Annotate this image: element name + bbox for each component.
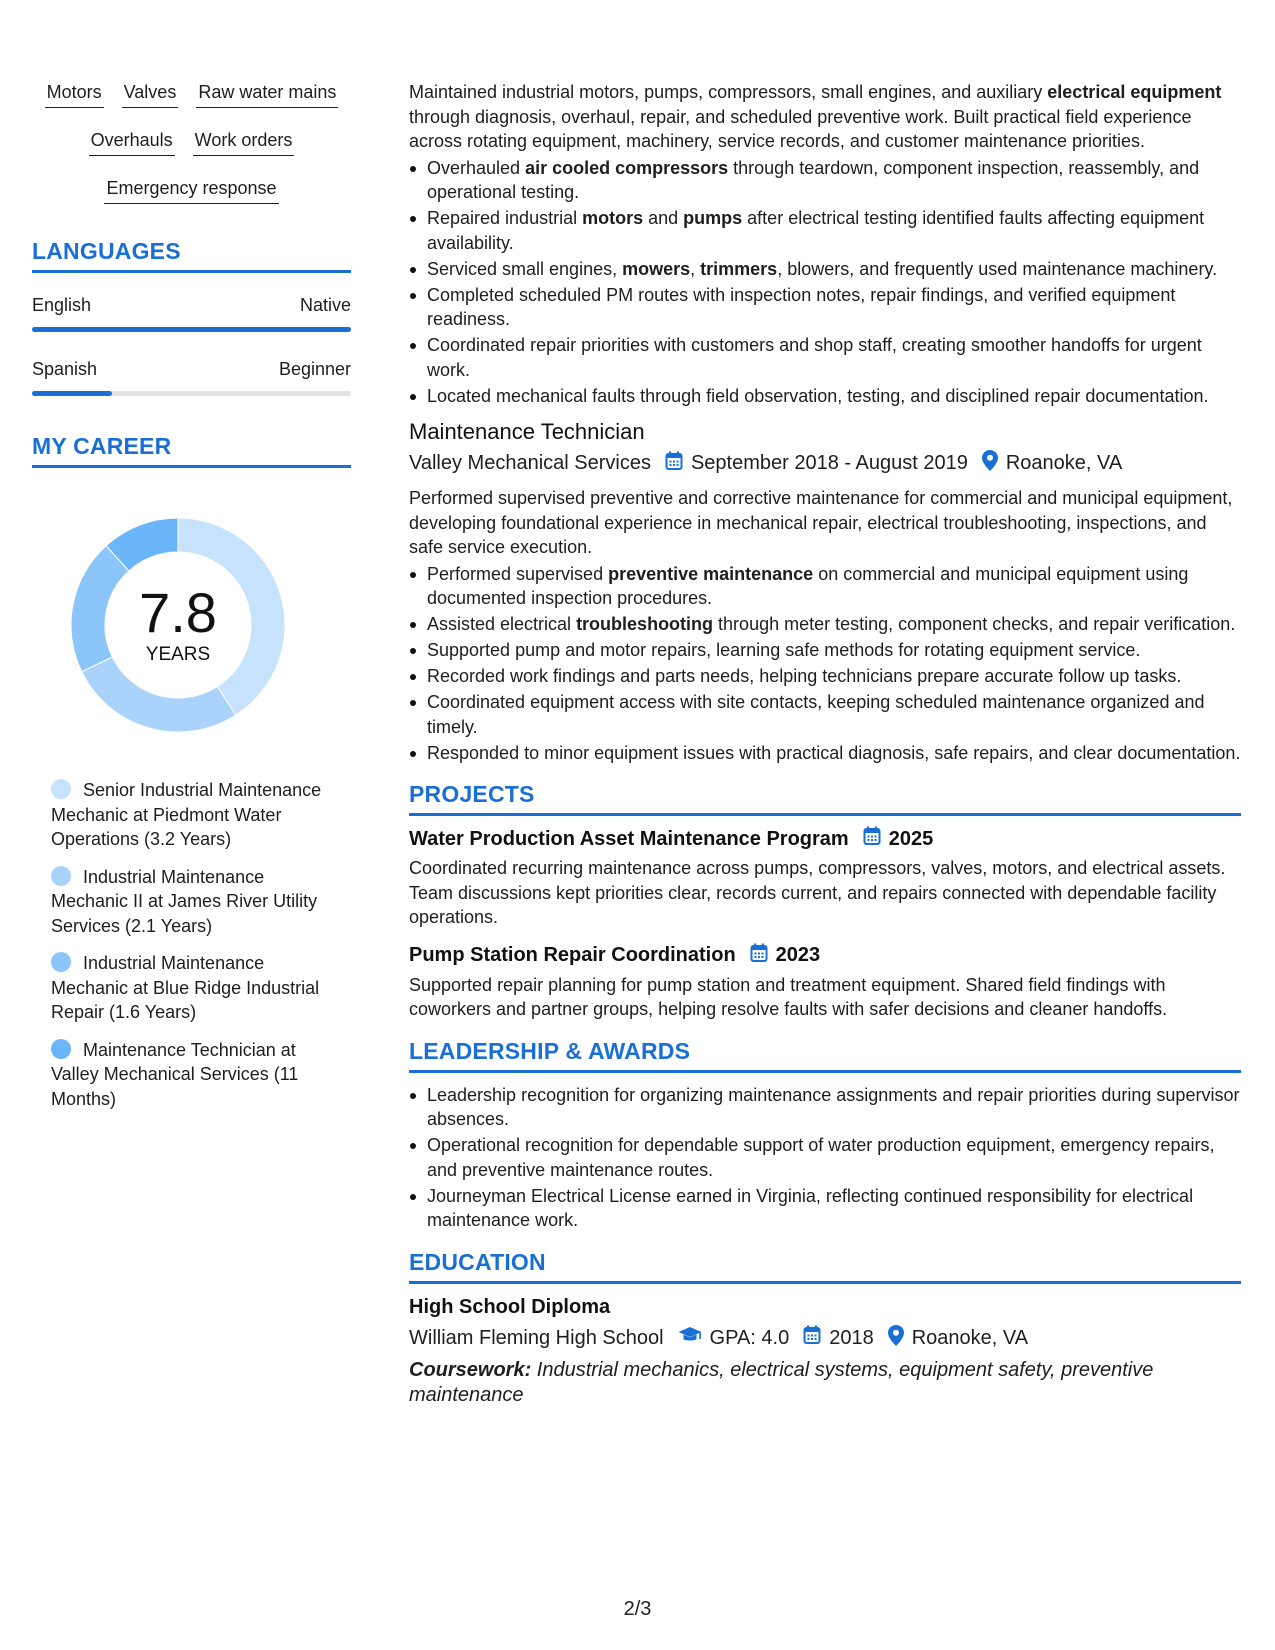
bullet-item: [409, 384, 1241, 409]
project-title-line: [409, 826, 1241, 852]
bold-keyword: troubleshooting: [576, 614, 714, 634]
language-name: Spanish: [32, 359, 98, 379]
job-bullets: [409, 562, 1241, 766]
career-legend: [51, 778, 331, 1111]
calendar-icon: [665, 451, 683, 477]
text-run: Leadership recognition for organizing maintenance assignments and repair priorities during supervisor absences.: [427, 1084, 1240, 1129]
bullet-item: [409, 1184, 1241, 1233]
education-school: William Fleming High School: [409, 1326, 664, 1349]
skill-tag: Emergency response: [104, 176, 278, 204]
languages-section: [32, 238, 351, 396]
bullet-item: [409, 283, 1241, 332]
text-run: Coordinated equipment access with site contacts, keeping scheduled maintenance organized and timely.: [427, 692, 1205, 737]
text-run: Responded to minor equipment issues with practical diagnosis, safe repairs, and clear documentation.: [427, 742, 1241, 763]
career-legend-item: [51, 951, 331, 1025]
text-run: ,: [690, 258, 701, 279]
text-run: Coordinated repair priorities with customers and shop staff, creating smoother handoffs for urgent work.: [427, 335, 1202, 380]
job-dates: September 2018 - August 2019: [690, 452, 968, 474]
text-run: Serviced small engines,: [427, 258, 623, 279]
job-summary: [409, 486, 1241, 560]
projects-heading: PROJECTS: [409, 781, 1241, 816]
language-item: [32, 295, 351, 332]
language-name: English: [32, 295, 92, 315]
career-legend-item: [51, 778, 331, 852]
job-location: Roanoke, VA: [1005, 452, 1123, 474]
legend-text: Maintenance Technician at Valley Mechanical Services (11 Months): [51, 1039, 299, 1109]
bullet-item: [409, 690, 1241, 739]
bullet-item: [409, 612, 1241, 637]
bold-keyword: trimmers: [700, 258, 778, 279]
location-pin-icon: [888, 1325, 904, 1352]
skills-row: [32, 176, 351, 204]
education-section: [409, 1249, 1241, 1408]
legend-text: Industrial Maintenance Mechanic II at James River Utility Services (2.1 Years): [51, 866, 318, 936]
text-run: Assisted electrical: [427, 614, 577, 634]
bullet-item: [409, 1133, 1241, 1182]
skill-tag: Raw water mains: [196, 80, 338, 108]
project-description: Supported repair planning for pump station and treatment equipment. Shared field findings with coworkers and partner groups, helping resolve faults with safer decisions and cleaner handoffs.: [409, 974, 1168, 1019]
previous-job-continued: [409, 80, 1241, 408]
text-run: Performed supervised preventive and corrective maintenance for commercial and municipal equipment, developing foundational experience in mechanical repair, electrical troubleshooting, inspections, and safe service execution.: [409, 488, 1233, 557]
bullet-item: [409, 156, 1241, 205]
job-meta: [409, 450, 1241, 477]
calendar-icon: [803, 1325, 821, 1351]
text-run: through diagnosis, overhaul, repair, and scheduled preventive work. Built practical field experience across rotating equipment, machinery, service records, and customer maintenance priorities.: [409, 106, 1192, 151]
text-run: Completed scheduled PM routes with inspection notes, repair findings, and verified equipment readiness.: [427, 284, 1176, 329]
language-level: Beginner: [278, 359, 351, 379]
skill-tag: Overhauls: [89, 128, 175, 156]
job-entry: [409, 419, 1241, 765]
legend-text: Industrial Maintenance Mechanic at Blue Ridge Industrial Repair (1.6 Years): [51, 953, 320, 1022]
leadership-bullets: [409, 1083, 1241, 1233]
bullet-item: [409, 333, 1241, 382]
education-coursework: [409, 1358, 1241, 1408]
bold-keyword: mowers: [622, 258, 691, 279]
bold-keyword: pumps: [683, 208, 743, 228]
skills-row: [32, 80, 351, 108]
main-content: [409, 80, 1241, 1408]
language-level: Native: [299, 295, 351, 315]
bullet-item: [409, 257, 1241, 282]
text-run: Repaired industrial: [427, 208, 583, 228]
calendar-icon: [750, 943, 768, 969]
text-run: on commercial and municipal equipment using documented inspection procedures.: [427, 563, 1189, 608]
language-proficiency-bar: [32, 391, 351, 396]
text-run: through teardown, component inspection, reassembly, and operational testing.: [427, 157, 1200, 202]
page-number: 2/3: [623, 1598, 652, 1620]
bullet-item: [409, 638, 1241, 663]
text-run: Located mechanical faults through field observation, testing, and disciplined repair documentation.: [427, 385, 1209, 406]
career-legend-item: [51, 1038, 331, 1112]
bold-keyword: electrical equipment: [1047, 82, 1222, 102]
language-item: [32, 359, 351, 396]
project-item: [409, 826, 1241, 930]
bullet-item: [409, 562, 1241, 611]
location-pin-icon: [982, 450, 998, 477]
career-heading: MY CAREER: [32, 433, 351, 468]
language-proficiency-fill: [32, 327, 351, 332]
language-proficiency-bar: [32, 327, 351, 332]
graduation-cap-icon: [678, 1326, 702, 1350]
sidebar: [32, 80, 351, 1124]
skill-tag: Valves: [122, 80, 179, 108]
coursework-label: Coursework:: [409, 1358, 532, 1381]
legend-dot: [51, 1039, 71, 1059]
project-year: 2025: [888, 827, 934, 850]
job-bullets: [409, 156, 1241, 409]
skill-tag: Motors: [45, 80, 104, 108]
coursework-text: Industrial mechanics, electrical systems, equipment safety, preventive maintenance: [409, 1358, 1154, 1406]
bold-keyword: preventive maintenance: [608, 563, 814, 584]
text-run: Journeyman Electrical License earned in Virginia, reflecting continued responsibility for electrical maintenance work.: [427, 1185, 1194, 1230]
project-item: [409, 943, 1241, 1022]
project-title-line: [409, 943, 1241, 969]
languages-heading: LANGUAGES: [32, 238, 351, 273]
career-donut-chart: [63, 510, 293, 740]
text-run: after electrical testing identified faults affecting equipment availability.: [427, 208, 1205, 253]
text-run: through meter testing, component checks, and repair verification.: [713, 614, 1236, 634]
education-gpa: GPA: 4.0: [709, 1326, 790, 1349]
career-section: [32, 433, 351, 1111]
career-total-unit: YEARS: [145, 644, 211, 665]
education-location: Roanoke, VA: [911, 1326, 1029, 1349]
career-total-years: 7.8: [139, 581, 217, 644]
project-name: Water Production Asset Maintenance Program: [409, 827, 849, 850]
project-name: Pump Station Repair Coordination: [409, 944, 736, 966]
education-meta: [409, 1325, 1241, 1352]
education-heading: EDUCATION: [409, 1249, 1241, 1284]
job-company: Valley Mechanical Services: [409, 452, 651, 474]
donut-center: [63, 510, 293, 740]
text-run: , blowers, and frequently used maintenance machinery.: [777, 258, 1218, 279]
bullet-item: [409, 664, 1241, 689]
text-run: Overhauled: [427, 157, 526, 178]
legend-dot: [51, 779, 71, 799]
project-year: 2023: [775, 944, 821, 966]
language-proficiency-fill: [32, 391, 112, 396]
project-description: Coordinated recurring maintenance across pumps, compressors, valves, motors, and electrical assets. Team discussions kept priorities clear, records current, and repairs connected with dependable facility operations.: [409, 858, 1226, 927]
bullet-item: [409, 206, 1241, 255]
bullet-item: [409, 1083, 1241, 1132]
calendar-icon: [863, 826, 881, 852]
leadership-section: [409, 1038, 1241, 1233]
job-summary: [409, 80, 1241, 154]
job-title: Maintenance Technician: [409, 419, 645, 444]
legend-text: Senior Industrial Maintenance Mechanic at Piedmont Water Operations (3.2 Years): [51, 780, 322, 849]
text-run: Performed supervised: [427, 563, 609, 584]
bold-keyword: motors: [582, 208, 644, 228]
education-degree: High School Diploma: [409, 1295, 611, 1318]
career-legend-item: [51, 865, 331, 939]
text-run: and: [643, 208, 684, 228]
text-run: Recorded work findings and parts needs, helping technicians prepare accurate follow up tasks.: [427, 666, 1182, 686]
education-year: 2018: [829, 1326, 874, 1349]
legend-dot: [51, 866, 71, 886]
text-run: Operational recognition for dependable support of water production equipment, emergency repairs, and preventive maintenance routes.: [427, 1135, 1215, 1180]
bullet-item: [409, 741, 1241, 766]
leadership-heading: LEADERSHIP & AWARDS: [409, 1038, 1241, 1073]
projects-section: [409, 781, 1241, 1022]
skills-row: [32, 128, 351, 156]
text-run: Supported pump and motor repairs, learning safe methods for rotating equipment service.: [427, 640, 1141, 660]
skills-tags: [32, 80, 351, 204]
skill-tag: Work orders: [193, 128, 295, 156]
text-run: Maintained industrial motors, pumps, compressors, small engines, and auxiliary: [409, 82, 1048, 102]
legend-dot: [51, 952, 71, 972]
bold-keyword: air cooled compressors: [525, 157, 729, 178]
